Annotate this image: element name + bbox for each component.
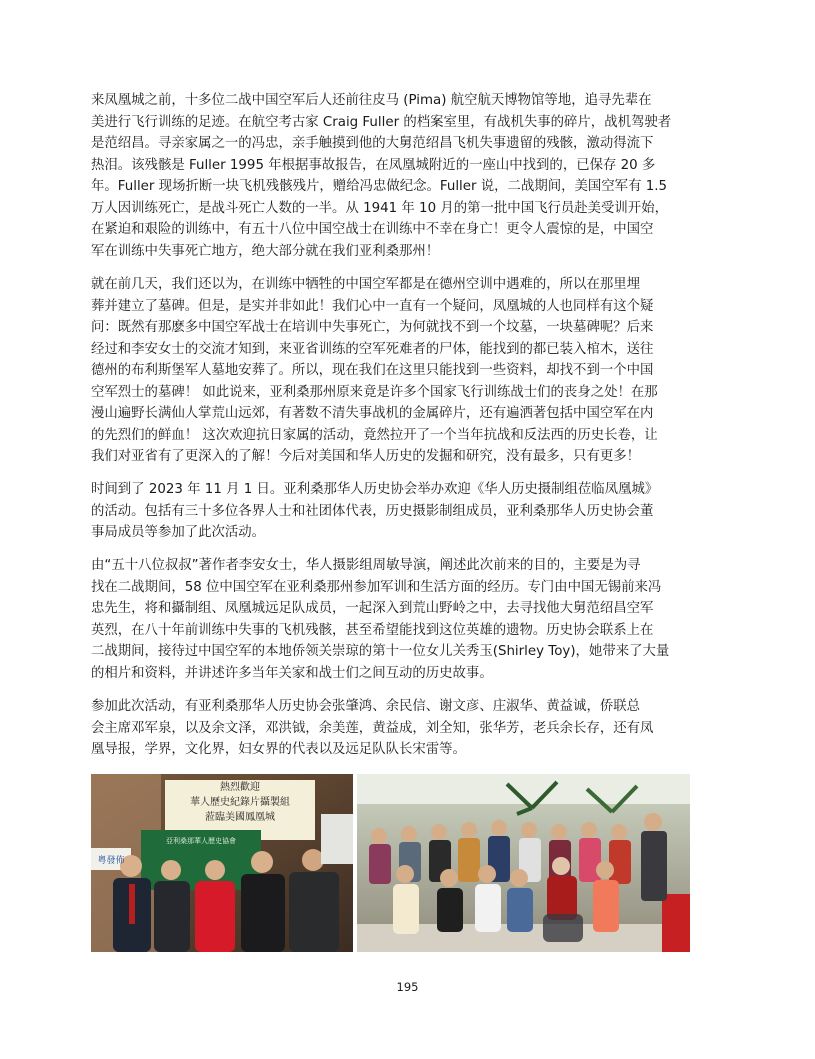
banner-line-3: 蒞臨美國鳳凰城	[205, 812, 275, 823]
paragraph-1: 来凤凰城之前，十多位二战中国空军后人还前往皮马 (Pima) 航空航天博物馆等地，追寻先辈在 美进行飞行训练的足迹。在航空考古家 Craig Fuller 的档案室里，有战机失事的碎片，战机驾驶者 是范绍昌。寻亲家属之一的冯忠，亲手触摸到他的大舅范绍昌飞机失事遗留的残骸，激动得流下 热泪。该残骸是 Fuller 1995 年根据事故报告，在凤凰城附近的一座山中找到的，已保存 20 多 年。Fuller 现场折断一块飞机残骸残片，赠给冯忠做纪念。Fuller 说，二战期间，美国空军有 1.5 万人因训练死亡，是战斗死亡人数的一半。从 1941 年 10 月的第一批中国飞行员赴美受训开始， 在紧迫和艰险的训练中，有五十八位中国空战士在训练中不幸在身亡！更令人震惊的是，中国空 军在训练中失事死亡地方，绝大部分就在我们亚利桑那州！	[91, 93, 672, 259]
poster-text: 亞利桑那華人歷史協會	[166, 837, 236, 845]
group-photo-right-image	[357, 774, 690, 952]
group-photo-left	[91, 774, 353, 952]
paragraph-5: 参加此次活动，有亚利桑那华人历史协会张肇鸿、余民信、谢文彦、庄淑华、黄益诚，侨联总 会主席邓军泉，以及余文泽，邓洪钺，余美莲，黄益成，刘全知，张华芳，老兵余长存，还有凤 凰导报，学界，文化界，妇女界的代表以及远足队队长宋雷等。	[91, 699, 654, 757]
banner-line-1: 熱烈歡迎	[220, 782, 260, 793]
paragraph-4: 由“五十八位叔叔”著作者李安女士，华人摄影组周敏导演，阐述此次前来的目的，主要是为寻 找在二战期间，58 位中国空军在亚利桑那州参加军训和生活方面的经历。专门由中国无锡前来冯 忠先生，将和攝制组、凤凰城远足队成员，一起深入到荒山野岭之中，去寻找他大舅范绍昌空军 英烈，在八十年前训练中失事的飞机残骸，甚至希望能找到这位英雄的遗物。历史协会联系上在 二战期间，接待过中国空军的本地侨领关崇琼的第十一位女儿关秀玉(Shirley Toy)，她带来了大量 的相片和资料，并讲述许多当年关家和战士们之间互动的历史故事。	[91, 558, 670, 681]
banner-line-2: 華人歷史紀錄片攝製組	[190, 797, 290, 808]
paragraph-2: 就在前几天，我们还以为，在训练中牺牲的中国空军都是在德州空训中遇难的，所以在那里埋 葬并建立了墓碑。但是，是实并非如此！我们心中一直有一个疑问，凤凰城的人也同样有这个疑 问：既然有那麽多中国空军战士在培训中失事死亡，为何就找不到一个坟墓，一块墓碑呢？后来 经过和李安女士的交流才知到，来亚省训练的空军死难者的尸体，能找到的都已装入棺木，送往 德州的布利斯堡军人墓地安葬了。所以，现在我们在这里只能找到一些资料，却找不到一个中国 空军烈士的墓碑！ 如此说来，亚利桑那州原来竟是许多个国家飞行训练战士们的丧身之处！在那 漫山遍野长满仙人掌荒山远郊，有著数不清失事战机的金属碎片，还有遍洒著包括中国空军在内 的先烈们的鲜血！ 这次欢迎抗日家属的活动，竟然拉开了一个当年抗战和反法西的历史长卷，让 我们对亚省有了更深入的了解！今后对美国和华人历史的发掘和研究，没有最多，只有更多！	[91, 277, 658, 464]
paragraph-3: 时间到了 2023 年 11 月 1 日。亚利桑那华人历史协会举办欢迎《华人历史摄制组莅临凤凰城》 的活动。包括有三十多位各界人士和社团体代表，历史摄影制组成员，亚利桑那华人历史协会董 事局成员等参加了此次活动。	[91, 482, 659, 540]
welcome-banner	[165, 780, 315, 825]
page-number: 195	[396, 980, 419, 994]
sign-text: 粤發佈	[97, 856, 125, 866]
group-photo-right	[357, 774, 690, 952]
